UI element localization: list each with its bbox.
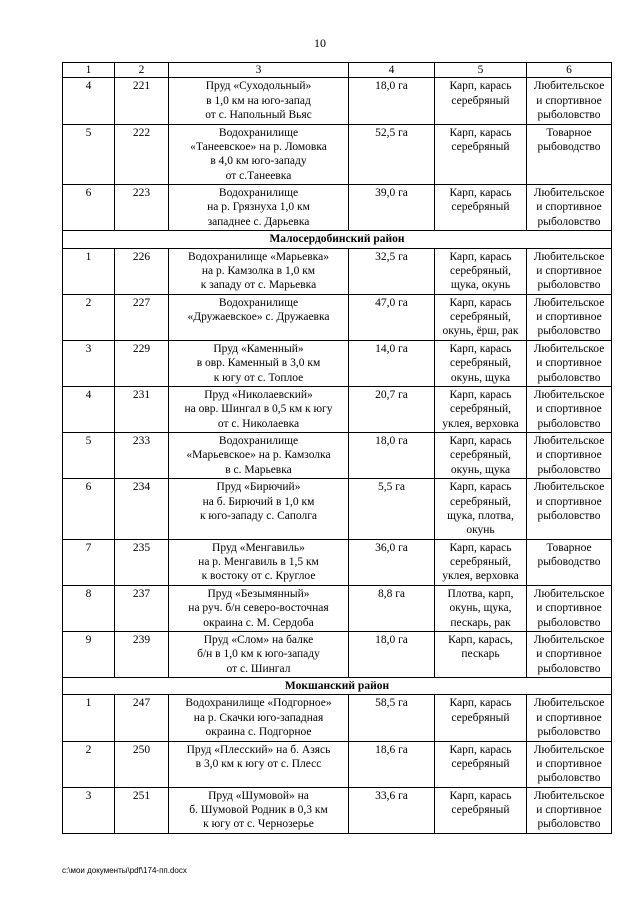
section-title: Малосердобинский район bbox=[63, 231, 612, 248]
table-row bbox=[63, 479, 612, 540]
water-body-name bbox=[169, 185, 349, 231]
water-body-name-line: окраина с. Подгорное bbox=[205, 726, 312, 739]
water-body-name-line: на овр. Шингал в 0,5 км к югу bbox=[184, 403, 333, 416]
fish-species bbox=[435, 78, 527, 124]
water-area: 5,5 га bbox=[349, 479, 435, 540]
fish-species bbox=[435, 539, 527, 585]
usage-type bbox=[527, 539, 612, 585]
fish-species-line: уклея, верховка bbox=[442, 417, 519, 430]
water-area: 14,0 га bbox=[349, 340, 435, 386]
footer-file-path: c:\мои документы\pdf\174-пп.docx bbox=[62, 866, 187, 875]
object-code: 234 bbox=[115, 479, 169, 540]
water-body-name-line: к западу от с. Марьевка bbox=[200, 279, 317, 292]
fish-species-line: серебряный, bbox=[449, 357, 511, 370]
usage-type-line: Товарное bbox=[546, 541, 592, 554]
usage-type-line: рыболовство bbox=[537, 662, 601, 675]
fish-species-line: серебряный bbox=[451, 804, 510, 816]
fish-species-line: серебряный, bbox=[449, 264, 511, 277]
water-body-name-line: западнее с. Дарьевка bbox=[207, 215, 310, 228]
usage-type-line: Любительское bbox=[533, 587, 605, 600]
water-body-name bbox=[169, 248, 349, 294]
water-body-name-line: Водохранилище bbox=[218, 126, 299, 139]
usage-type-line: рыболовство bbox=[537, 109, 601, 122]
usage-type-line: и спортивное bbox=[536, 403, 602, 416]
header-cell: 4 bbox=[349, 63, 435, 78]
row-number: 1 bbox=[63, 695, 115, 741]
water-body-name-line: в с. Марьевка bbox=[225, 463, 292, 476]
row-number: 8 bbox=[63, 585, 115, 631]
header-cell: 1 bbox=[63, 63, 115, 78]
usage-type-line: Любительское bbox=[533, 481, 605, 494]
water-body-name-line: Пруд «Суходольный» bbox=[205, 80, 312, 93]
usage-type-line: Любительское bbox=[533, 296, 605, 309]
row-number: 6 bbox=[63, 479, 115, 540]
usage-type-line: рыболовство bbox=[537, 772, 601, 785]
fish-species-line: серебряный, bbox=[449, 311, 511, 323]
water-body-name-line: на р. Грязнуха 1,0 км bbox=[207, 201, 310, 214]
object-code: 223 bbox=[115, 185, 169, 231]
usage-type-line: и спортивное bbox=[536, 201, 602, 214]
usage-type bbox=[527, 433, 612, 479]
water-body-name-line: б/н в 1,0 км к юго-западу bbox=[197, 648, 320, 661]
water-body-name-line: Пруд «Менгавиль» bbox=[212, 541, 305, 554]
usage-type-line: Любительское bbox=[533, 633, 605, 646]
object-code: 231 bbox=[115, 386, 169, 432]
section-title: Мокшанский район bbox=[63, 678, 612, 695]
row-number: 4 bbox=[63, 386, 115, 432]
object-code: 229 bbox=[115, 340, 169, 386]
usage-type-line: и спортивное bbox=[536, 311, 602, 323]
table-row bbox=[63, 741, 612, 787]
fish-species bbox=[435, 741, 527, 787]
object-code: 247 bbox=[115, 695, 169, 741]
header-cell: 5 bbox=[435, 63, 527, 78]
water-body-name-line: Водохранилище bbox=[218, 296, 299, 309]
water-body-name-line: Пруд «Каменный» bbox=[213, 342, 304, 355]
usage-type-line: рыболовство bbox=[537, 463, 601, 476]
water-body-name-line: «Танеевское» на р. Ломовка bbox=[190, 140, 327, 153]
water-area: 8,8 га bbox=[349, 585, 435, 631]
usage-type-line: рыбоводство bbox=[537, 556, 601, 568]
water-body-name bbox=[169, 585, 349, 631]
water-area: 18,6 га bbox=[349, 741, 435, 787]
usage-type-line: и спортивное bbox=[536, 757, 602, 770]
water-body-name-line: от с. Николаевка bbox=[217, 417, 300, 430]
water-area: 36,0 га bbox=[349, 539, 435, 585]
water-body-name bbox=[169, 479, 349, 540]
fish-species-line: Карп, карась bbox=[449, 250, 512, 263]
usage-type-line: и спортивное bbox=[536, 495, 602, 508]
water-body-name bbox=[169, 340, 349, 386]
usage-type-line: и спортивное bbox=[536, 711, 602, 724]
usage-type-line: рыболовство bbox=[537, 417, 601, 430]
table-header-row bbox=[63, 63, 612, 78]
usage-type-line: рыболовство bbox=[537, 371, 601, 384]
water-body-name-line: от с. Шингал bbox=[226, 662, 291, 675]
water-body-name-line: Пруд «Бирючий» bbox=[216, 481, 301, 494]
water-body-name bbox=[169, 539, 349, 585]
water-body-name-line: на б. Бирючий в 1,0 км bbox=[202, 495, 315, 508]
usage-type-line: Любительское bbox=[533, 789, 605, 802]
fish-species bbox=[435, 294, 527, 340]
fish-species-line: окунь bbox=[466, 524, 495, 537]
fish-species bbox=[435, 695, 527, 741]
water-area: 58,5 га bbox=[349, 695, 435, 741]
header-cell: 2 bbox=[115, 63, 169, 78]
water-body-name bbox=[169, 124, 349, 185]
fish-species-line: серебряный, bbox=[449, 449, 511, 462]
table-row bbox=[63, 294, 612, 340]
water-body-name-line: «Марьевское» на р. Камзолка bbox=[186, 449, 331, 462]
fish-species-line: Карп, карась bbox=[449, 80, 512, 93]
fish-species-line: Карп, карась bbox=[449, 697, 512, 710]
table-row bbox=[63, 78, 612, 124]
object-code: 222 bbox=[115, 124, 169, 185]
usage-type-line: Любительское bbox=[533, 388, 605, 401]
fish-species-line: Карп, карась bbox=[449, 541, 512, 554]
usage-type-line: рыболовство bbox=[537, 818, 601, 831]
water-body-name-line: в овр. Каменный в 3,0 км bbox=[196, 357, 321, 370]
fish-species-line: окунь, ёрш, рак bbox=[442, 325, 519, 338]
usage-type-line: Товарное bbox=[546, 126, 592, 139]
fish-species bbox=[435, 340, 527, 386]
fish-species-line: Карп, карась bbox=[449, 743, 512, 756]
usage-type-line: рыбоводство bbox=[537, 140, 601, 153]
section-row bbox=[63, 678, 612, 695]
table-row bbox=[63, 340, 612, 386]
usage-type bbox=[527, 695, 612, 741]
fish-species bbox=[435, 124, 527, 185]
usage-type-line: Любительское bbox=[533, 250, 605, 263]
table-row bbox=[63, 631, 612, 677]
water-body-name-line: Водохранилище «Подгорное» bbox=[185, 697, 332, 710]
usage-type-line: рыболовство bbox=[537, 325, 601, 338]
fish-species-line: Карп, карась bbox=[449, 342, 512, 355]
water-body-name-line: на р. Менгавиль в 1,5 км bbox=[198, 556, 319, 568]
usage-type-line: рыболовство bbox=[537, 509, 601, 522]
fish-species-line: окунь, щука bbox=[450, 371, 511, 384]
usage-type-line: Любительское bbox=[533, 435, 605, 447]
usage-type-line: рыболовство bbox=[537, 279, 601, 292]
water-area: 33,6 га bbox=[349, 787, 435, 833]
water-body-name-line: к востоку от с. Круглое bbox=[201, 570, 316, 583]
fish-species-line: Карп, карась bbox=[449, 481, 512, 494]
water-body-name-line: Водохранилище bbox=[218, 435, 299, 447]
usage-type-line: Любительское bbox=[533, 187, 605, 199]
usage-type-line: и спортивное bbox=[536, 357, 602, 370]
water-area: 47,0 га bbox=[349, 294, 435, 340]
water-body-name-line: Водохранилище bbox=[218, 187, 299, 199]
usage-type-line: Любительское bbox=[533, 743, 605, 756]
header-cell: 6 bbox=[527, 63, 612, 78]
water-body-name bbox=[169, 78, 349, 124]
fish-species bbox=[435, 248, 527, 294]
usage-type bbox=[527, 386, 612, 432]
usage-type bbox=[527, 248, 612, 294]
water-body-name-line: к югу от с. Чернозерье bbox=[203, 818, 314, 831]
water-body-name-line: в 4,0 км юго-западу bbox=[210, 155, 307, 168]
water-body-name-line: на р. Скачки юго-западная bbox=[193, 711, 324, 724]
table-row bbox=[63, 585, 612, 631]
usage-type-line: и спортивное bbox=[536, 94, 602, 107]
table-row bbox=[63, 695, 612, 741]
usage-type-line: и спортивное bbox=[536, 449, 602, 462]
fish-species bbox=[435, 185, 527, 231]
fish-species-line: серебряный, bbox=[449, 403, 511, 416]
fish-species bbox=[435, 479, 527, 540]
usage-type bbox=[527, 631, 612, 677]
fish-species-line: серебряный, bbox=[449, 556, 511, 568]
water-body-name-line: к юго-западу с. Саполга bbox=[199, 509, 318, 522]
fish-species-line: Карп, карась bbox=[449, 435, 512, 447]
usage-type-line: и спортивное bbox=[536, 804, 602, 816]
object-code: 251 bbox=[115, 787, 169, 833]
object-code: 239 bbox=[115, 631, 169, 677]
table-row bbox=[63, 124, 612, 185]
water-body-name bbox=[169, 741, 349, 787]
fish-species-line: Карп, карась bbox=[449, 388, 512, 401]
usage-type-line: рыболовство bbox=[537, 726, 601, 739]
header-cell: 3 bbox=[169, 63, 349, 78]
row-number: 3 bbox=[63, 340, 115, 386]
usage-type-line: и спортивное bbox=[536, 264, 602, 277]
table-row bbox=[63, 433, 612, 479]
fish-species-line: Карп, карась, bbox=[448, 633, 513, 646]
usage-type-line: и спортивное bbox=[536, 602, 602, 615]
fish-species-line: серебряный bbox=[451, 201, 510, 214]
water-body-name-line: в 1,0 км на юго-запад bbox=[206, 94, 311, 107]
usage-type bbox=[527, 124, 612, 185]
water-body-name bbox=[169, 433, 349, 479]
table-row bbox=[63, 248, 612, 294]
table-row bbox=[63, 787, 612, 833]
water-body-name bbox=[169, 695, 349, 741]
row-number: 3 bbox=[63, 787, 115, 833]
fish-species-line: Карп, карась bbox=[449, 126, 512, 139]
row-number: 2 bbox=[63, 741, 115, 787]
object-code: 250 bbox=[115, 741, 169, 787]
fish-species-line: Карп, карась bbox=[449, 187, 512, 199]
fish-species-line: серебряный bbox=[451, 140, 510, 153]
fish-species-line: серебряный, bbox=[449, 495, 511, 508]
section-row bbox=[63, 231, 612, 248]
water-body-name-line: «Дружаевское» с. Дружаевка bbox=[187, 311, 330, 323]
usage-type bbox=[527, 185, 612, 231]
water-area: 18,0 га bbox=[349, 78, 435, 124]
fish-species bbox=[435, 433, 527, 479]
fish-species-line: серебряный bbox=[451, 94, 510, 107]
usage-type bbox=[527, 340, 612, 386]
fish-species-line: серебряный bbox=[451, 711, 510, 724]
fish-species-line: пескарь bbox=[461, 648, 500, 661]
object-code: 227 bbox=[115, 294, 169, 340]
fish-species-line: окунь, щука, bbox=[449, 602, 512, 615]
fish-species bbox=[435, 787, 527, 833]
row-number: 5 bbox=[63, 433, 115, 479]
usage-type bbox=[527, 479, 612, 540]
row-number: 7 bbox=[63, 539, 115, 585]
usage-type bbox=[527, 741, 612, 787]
water-body-name-line: Водохранилище «Марьевка» bbox=[188, 250, 329, 263]
fish-species bbox=[435, 631, 527, 677]
fish-species-line: пескарь, рак bbox=[450, 616, 511, 629]
row-number: 4 bbox=[63, 78, 115, 124]
usage-type-line: Любительское bbox=[533, 697, 605, 710]
usage-type-line: Любительское bbox=[533, 80, 605, 93]
usage-type bbox=[527, 585, 612, 631]
object-code: 233 bbox=[115, 433, 169, 479]
row-number: 2 bbox=[63, 294, 115, 340]
water-area: 18,0 га bbox=[349, 433, 435, 479]
water-body-name bbox=[169, 386, 349, 432]
usage-type-line: рыболовство bbox=[537, 215, 601, 228]
fish-species-line: щука, окунь bbox=[450, 279, 511, 292]
object-code: 235 bbox=[115, 539, 169, 585]
water-body-name-line: Пруд «Шумовой» на bbox=[208, 789, 309, 802]
table-row bbox=[63, 386, 612, 432]
water-area: 18,0 га bbox=[349, 631, 435, 677]
water-area: 39,0 га bbox=[349, 185, 435, 231]
fish-species-line: уклея, верховка bbox=[442, 570, 519, 583]
water-body-name-line: Пруд «Николаевский» bbox=[204, 388, 313, 401]
table-row bbox=[63, 185, 612, 231]
water-body-name bbox=[169, 787, 349, 833]
fish-species-line: серебряный bbox=[451, 757, 510, 770]
row-number: 6 bbox=[63, 185, 115, 231]
row-number: 5 bbox=[63, 124, 115, 185]
water-area: 52,5 га bbox=[349, 124, 435, 185]
row-number: 9 bbox=[63, 631, 115, 677]
water-body-name-line: Пруд «Плесский» на б. Азясь bbox=[186, 743, 331, 756]
water-body-name bbox=[169, 294, 349, 340]
usage-type bbox=[527, 787, 612, 833]
fish-species bbox=[435, 585, 527, 631]
water-body-name-line: в 3,0 км к югу от с. Плесс bbox=[195, 757, 322, 770]
fish-species-line: Карп, карась bbox=[449, 296, 512, 309]
table-row bbox=[63, 539, 612, 585]
water-body-name bbox=[169, 631, 349, 677]
water-area: 20,7 га bbox=[349, 386, 435, 432]
object-code: 237 bbox=[115, 585, 169, 631]
water-body-name-line: от с.Танеевка bbox=[225, 169, 292, 182]
fish-species-line: щука, плотва, bbox=[447, 509, 514, 522]
water-body-name-line: на р. Камзолка в 1,0 км bbox=[201, 264, 316, 277]
water-body-name-line: от с. Напольный Вьяс bbox=[205, 109, 312, 122]
usage-type bbox=[527, 294, 612, 340]
fish-species-line: Плотва, карп, bbox=[447, 587, 514, 600]
usage-type-line: Любительское bbox=[533, 342, 605, 355]
fish-species bbox=[435, 386, 527, 432]
reservoir-table bbox=[62, 62, 612, 834]
row-number: 1 bbox=[63, 248, 115, 294]
usage-type bbox=[527, 78, 612, 124]
water-body-name-line: к югу от с. Топлое bbox=[213, 371, 304, 384]
usage-type-line: рыболовство bbox=[537, 616, 601, 629]
water-body-name-line: окраина с. М. Сердоба bbox=[203, 616, 314, 629]
fish-species-line: Карп, карась bbox=[449, 789, 512, 802]
water-body-name-line: б. Шумовой Родник в 0,3 км bbox=[189, 804, 328, 816]
water-body-name-line: на руч. б/н северо-восточная bbox=[188, 602, 329, 615]
water-body-name-line: Пруд «Безымянный» bbox=[207, 587, 310, 600]
usage-type-line: и спортивное bbox=[536, 648, 602, 661]
page-number: 10 bbox=[314, 36, 326, 50]
object-code: 221 bbox=[115, 78, 169, 124]
water-body-name-line: Пруд «Слом» на балке bbox=[203, 633, 314, 646]
object-code: 226 bbox=[115, 248, 169, 294]
fish-species-line: окунь, щука bbox=[450, 463, 511, 476]
water-area: 32,5 га bbox=[349, 248, 435, 294]
